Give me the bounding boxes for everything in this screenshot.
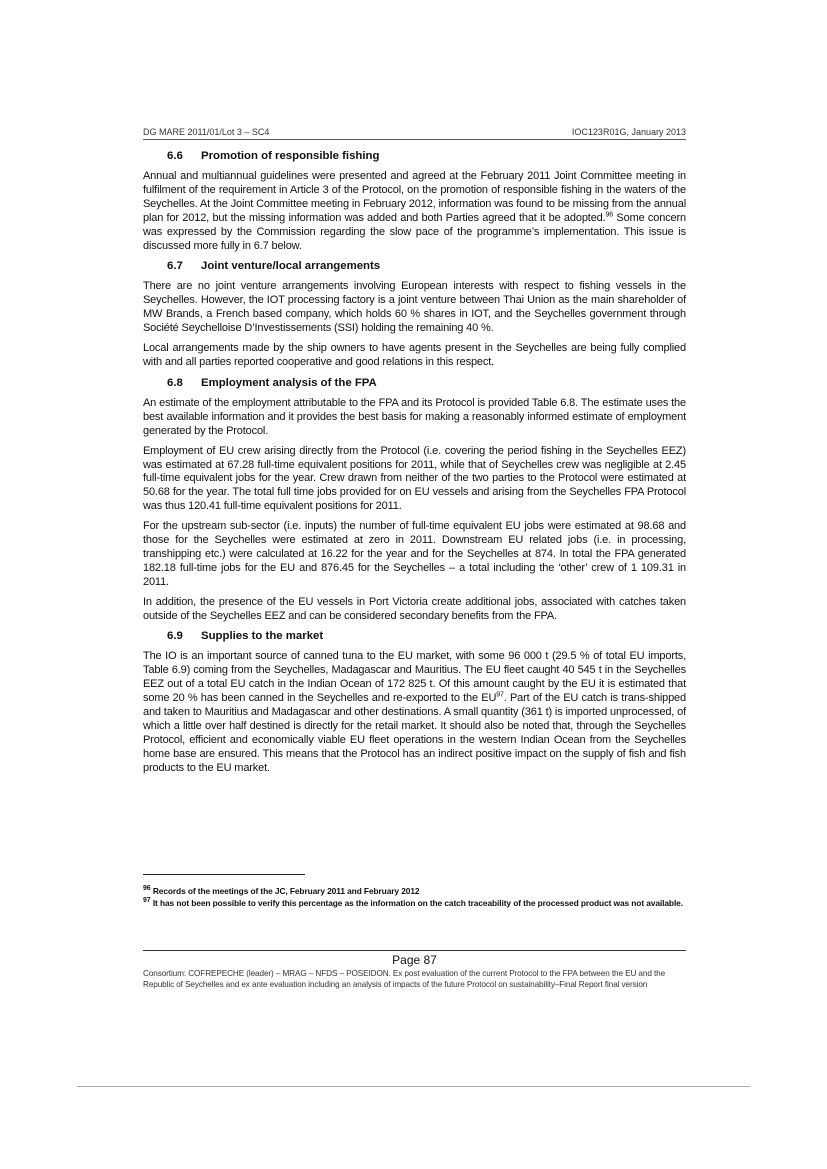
paragraph: Employment of EU crew arising directly from the Protocol (i.e. covering the period fishing in the Seychelles EEZ) was estimated at 67.28 full-time equivalent positions for 2011, while that of Seychelles crew was negligible at 2.45 full-time equivalent jobs for the year. Crew drawn from neither of the two parties to the Protocol were estimated at 50.68 for the year. The total full time jobs provided for on EU vessels and arising from the Seychelles FPA Protocol was thus 120.41 full-time equivalent positions for 2011. (143, 444, 686, 513)
footnote-text: Records of the meetings of the JC, February 2011 and February 2012 (150, 886, 420, 896)
paragraph-text: Annual and multiannual guidelines were presented and agreed at the February 2011 Joint Committee meeting in fulfilment of the requirement in Article 3 of the Protocol, on the promotion of responsible fishing in the waters of the Seychelles. At the Joint Committee meeting in February 2012, information was found to be missing from the annual plan for 2012, but the missing information was added and both Parties agreed that it be adopted. (143, 170, 686, 224)
paragraph (143, 650, 686, 775)
page-number: Page 87 (392, 953, 437, 967)
section-title: Employment analysis of the FPA (201, 376, 377, 389)
main-content (143, 149, 686, 782)
paragraph (143, 170, 686, 253)
paragraph: Local arrangements made by the ship owners to have agents present in the Seychelles are being fully complied with and all parties reported cooperative and good relations in this respect. (143, 342, 686, 368)
paragraph: In addition, the presence of the EU vessels in Port Victoria create additional jobs, associated with catches taken outside of the Seychelles EEZ and can be considered secondary benefits from the FPA. (143, 595, 686, 622)
paragraph-text: . Part of the EU catch is trans-shipped and taken to Mauritius and Madagascar and other destinations. A small quantity (361 t) is imported unprocessed, of which a little over half destined is directly for the retail market. It should also be noted that, through the Seychelles Protocol, efficient and economically viable EU fleet operations in the western Indian Ocean from the Seychelles home base are ensured. This means that the Protocol has an indirect positive impact on the supply of fish and fish products to the EU market. (143, 692, 686, 774)
section-number: 6.6 (167, 150, 183, 162)
page-bottom-divider (77, 1086, 750, 1087)
section-title: Supplies to the market (201, 630, 324, 643)
footnote-number: 96 (143, 885, 151, 893)
section-number: 6.8 (167, 376, 183, 389)
footnote-ref[interactable]: 96 (605, 211, 614, 219)
footer-separator (143, 950, 686, 951)
section-number: 6.9 (167, 630, 183, 643)
section-heading (143, 149, 686, 164)
footnote (143, 898, 686, 909)
footer-consortium: Consortium: COFREPECHE (leader) – MRAG – NFDS – POSEIDON. Ex post evaluation of the current Protocol to the FPA between the EU and the Republic of Seychelles and ex ante evaluation including an analysis of impacts of the future Protocol on sustainability–Final Report final version (143, 969, 666, 989)
footnote-number: 97 (143, 897, 151, 905)
paragraph: An estimate of the employment attributable to the FPA and its Protocol is provided Table 6.8. The estimate uses the best available information and it provides the best basis for making a reasonably informed estimate of employment generated by the Protocol. (143, 396, 686, 437)
footnote-separator (143, 874, 305, 875)
section-title: Joint venture/local arrangements (201, 260, 381, 273)
section-title: Promotion of responsible fishing (201, 150, 380, 162)
footnote-ref[interactable]: 97 (496, 691, 504, 699)
paragraph-text: Some concern was expressed by the Commission regarding the slow pace of the programme’s implementation. This issue is discussed more fully in 6.7 below. (143, 211, 686, 252)
footnote-text: It has not been possible to verify this percentage as the information on the catch traceability of the processed product was not available. (150, 898, 683, 908)
header-right: IOC123R01G, January 2013 (571, 127, 686, 137)
paragraph-text: The IO is an important source of canned tuna to the EU market, with some 96 000 t (29.5 % of total EU imports, Table 6.9) coming from the Seychelles, Madagascar and Mauritius. The EU fleet caught 40 545 t in the Seychelles EEZ out of a total EU catch in the Indian Ocean of 172 825 t. Of this amount caught by the EU it is estimated that some 20 % has been canned in the Seychelles and re-exported to the EU (143, 650, 686, 705)
section-heading (143, 629, 686, 644)
paragraph: There are no joint venture arrangements involving European interests with respect to fishing vessels in the Seychelles. However, the IOT processing factory is a joint venture between Thai Union as the main shareholder of MW Brands, a French based company, which holds 60 % shares in IOT, and the Seychelles government through Société Seychelloise D’Investissements (SSI) holding the remaining 40 %. (143, 280, 686, 335)
header-left: DG MARE 2011/01/Lot 3 – SC4 (143, 127, 270, 137)
footnotes (143, 886, 686, 910)
section-heading (143, 259, 686, 274)
paragraph: For the upstream sub-sector (i.e. inputs) the number of full-time equivalent EU jobs were estimated at 98.68 and those for the Seychelles were estimated at zero in 2011. Downstream EU related jobs (i.e. in processing, transhipping etc.) were calculated at 16.22 for the year and for the Seychelles at 874. In total the FPA generated 182.18 full-time jobs for the EU and 876.45 for the Seychelles – a total including the ‘other’ crew of 1 109.31 in 2011. (143, 520, 686, 588)
footnote (143, 886, 686, 897)
running-header (143, 127, 686, 140)
section-number: 6.7 (167, 260, 183, 273)
section-heading (143, 376, 686, 391)
